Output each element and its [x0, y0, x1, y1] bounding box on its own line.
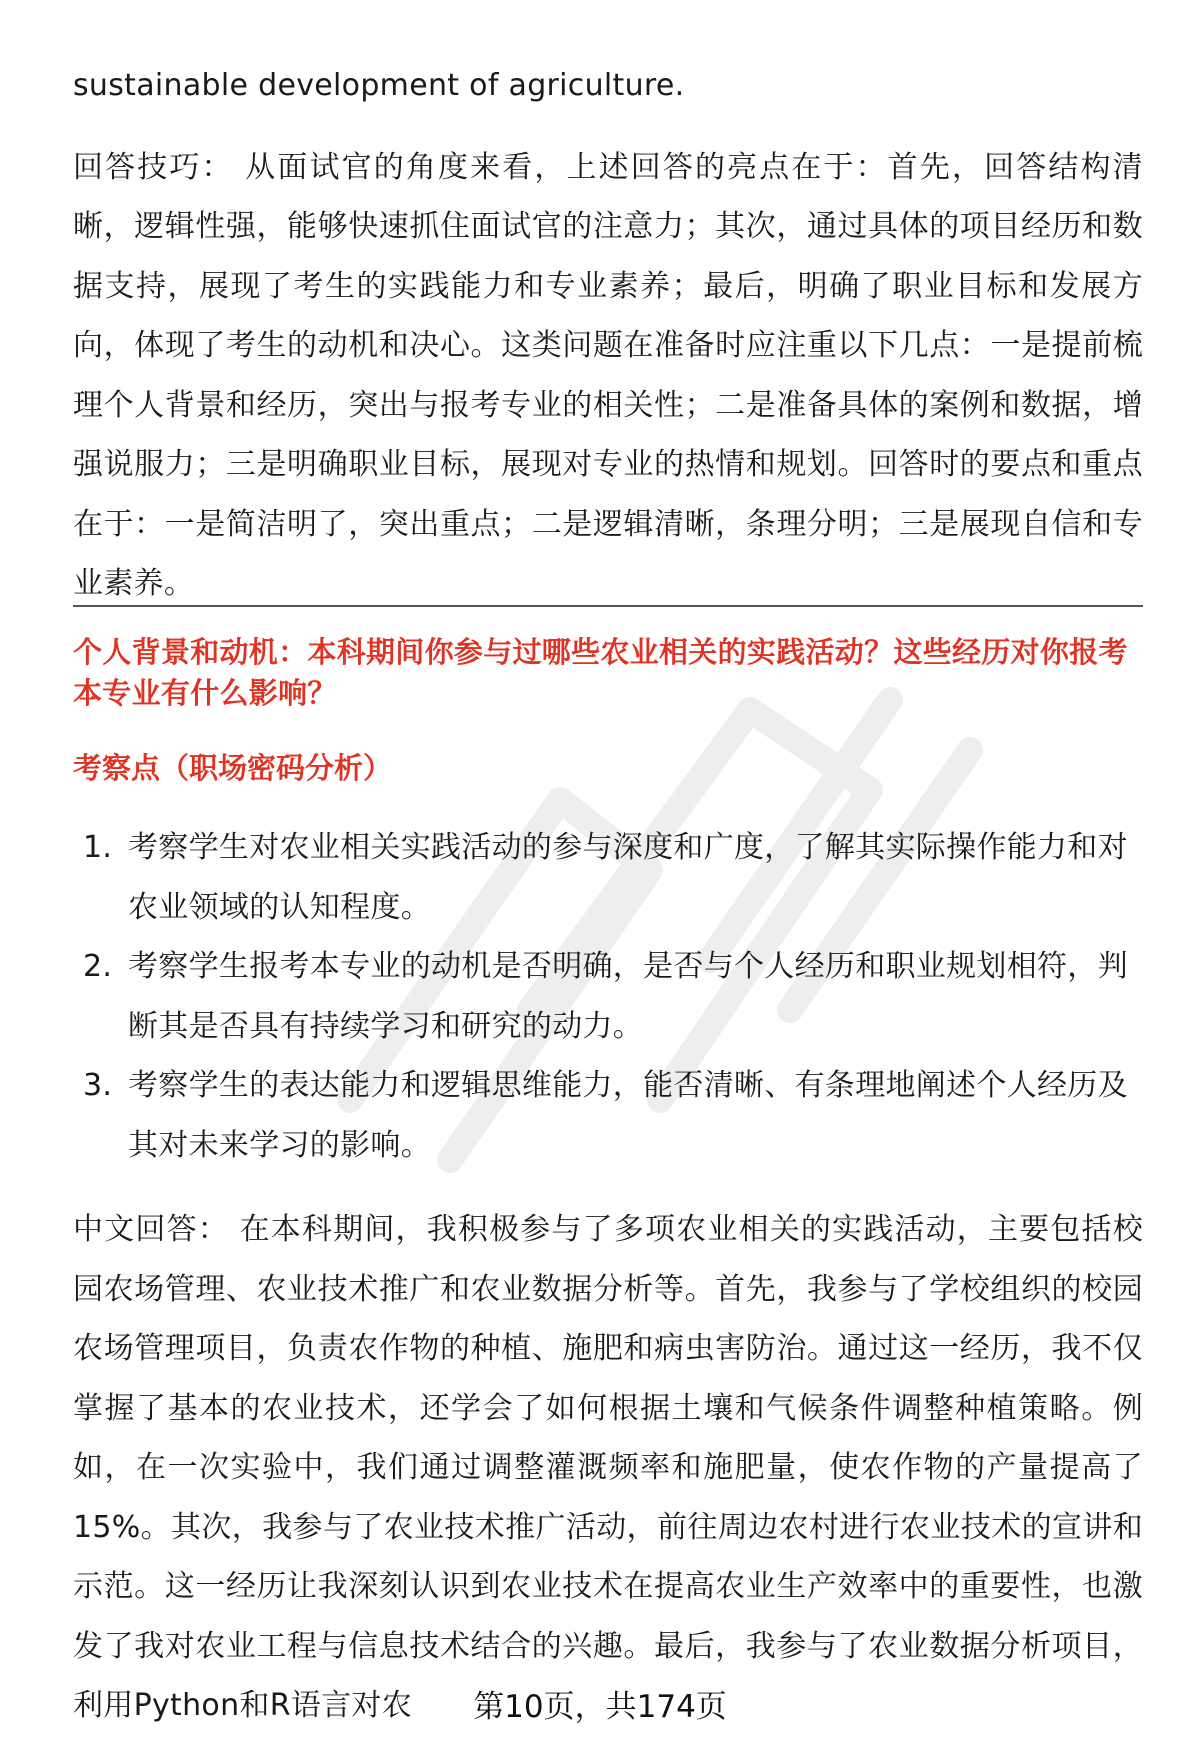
answer-section [73, 1200, 1143, 1736]
list-item [73, 937, 1143, 1056]
question-heading: 个人背景和动机：本科期间你参与过哪些农业相关的实践活动？这些经历对你报考本专业有什么影响？ [73, 635, 1128, 710]
assessment-heading: 考察点（职场密码分析） [73, 751, 393, 785]
list-item-number: 1. [83, 830, 113, 865]
document-body [73, 56, 1143, 614]
list-item-text: 考察学生报考本专业的动机是否明确，是否与个人经历和职业规划相符，判断其是否具有持续学习和研究的动力。 [128, 949, 1128, 1044]
list-item [73, 818, 1143, 937]
list-item [73, 1056, 1143, 1175]
assessment-list [73, 818, 1143, 1175]
page-number-footer: 第10页，共174页 [473, 1689, 727, 1725]
list-item-number: 2. [83, 949, 113, 984]
list-item-number: 3. [83, 1068, 113, 1103]
answer-tips-paragraph: 回答技巧： 从面试官的角度来看，上述回答的亮点在于：首先，回答结构清晰，逻辑性强，能够快速抓住面试官的注意力；其次，通过具体的项目经历和数据支持，展现了考生的实践能力和专业素养；最后，明确了职业目标和发展方向，体现了考生的动机和决心。这类问题在准备时应注重以下几点：一是提前梳理个人背景和经历，突出与报考专业的相关性；二是准备具体的案例和数据，增强说服力；三是明确职业目标，展现对专业的热情和规划。回答时的要点和重点在于：一是简洁明了，突出重点；二是逻辑清晰，条理分明；三是展现自信和专业素养。 [73, 149, 1143, 601]
section-divider [73, 605, 1143, 607]
continuation-paragraph: sustainable development of agriculture. [73, 68, 685, 103]
list-item-text: 考察学生的表达能力和逻辑思维能力，能否清晰、有条理地阐述个人经历及其对未来学习的影响。 [128, 1068, 1128, 1163]
chinese-answer-paragraph: 中文回答： 在本科期间，我积极参与了多项农业相关的实践活动，主要包括校园农场管理、农业技术推广和农业数据分析等。首先，我参与了学校组织的校园农场管理项目，负责农作物的种植、施肥和病虫害防治。通过这一经历，我不仅掌握了基本的农业技术，还学会了如何根据土壤和气候条件调整种植策略。例如，在一次实验中，我们通过调整灌溉频率和施肥量，使农作物的产量提高了15%。其次，我参与了农业技术推广活动，前往周边农村进行农业技术的宣讲和示范。这一经历让我深刻认识到农业技术在提高农业生产效率中的重要性，也激发了我对农业工程与信息技术结合的兴趣。最后，我参与了农业数据分析项目，利用Python和R语言对农 [73, 1212, 1143, 1723]
list-item-text: 考察学生对农业相关实践活动的参与深度和广度，了解其实际操作能力和对农业领域的认知程度。 [128, 830, 1128, 925]
